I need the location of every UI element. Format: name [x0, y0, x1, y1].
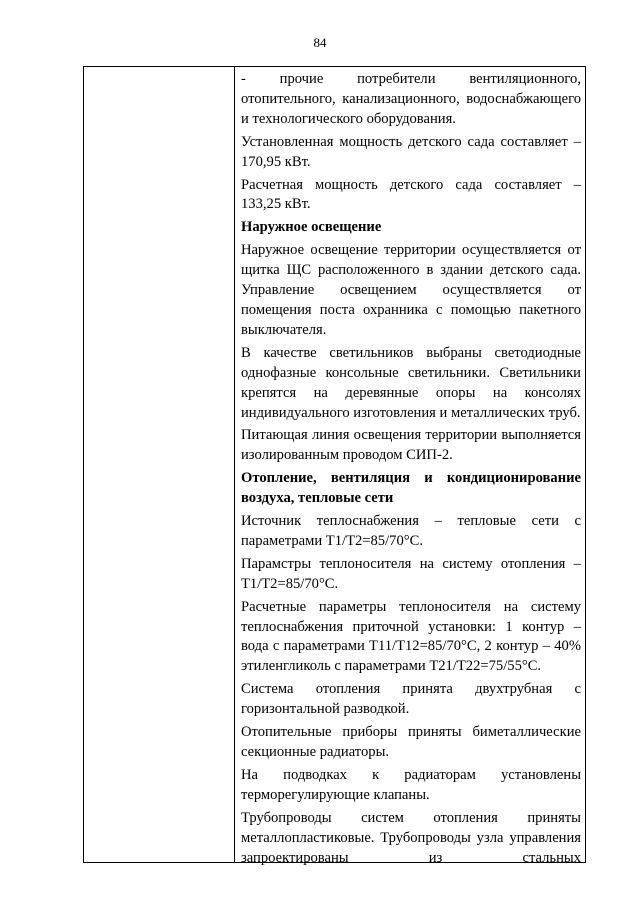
document-table	[83, 66, 586, 866]
page-number: 84	[313, 35, 327, 50]
heading-outdoor-lighting: Наружное освещение	[241, 219, 382, 236]
paragraph-radiators: Отопительные приборы приняты биметаллические секционные радиаторы.	[241, 724, 581, 760]
paragraph-calculated-power: Расчетная мощность детского сада составляет – 133,25 кВт.	[241, 176, 581, 213]
paragraph-coolant-params: Парамстры теплоносителя на систему отопления – Т1/Т2=85/70°С.	[241, 555, 581, 592]
paragraph-supply-unit-params: Расчетные параметры теплоносителя на систему теплоснабжения приточной установки: 1 контур – вода с параметрами Т11/Т12=85/70°С, 2 контур – 40% этиленгликоль с параметрами Т21/Т22=75/55°С.	[241, 598, 581, 675]
paragraph-consumers: - прочие потребители вентиляционного, отопительного, канализационного, водоснабжающего и технологического оборудования.	[241, 71, 581, 127]
paragraph-pipelines: Трубопроводы систем отопления приняты металлопластиковые. Трубопроводы узла управления запроектированы из стальных	[241, 809, 581, 866]
paragraph-heating-system: Система отопления принята двухтрубная с горизонтальной разводкой.	[241, 681, 581, 718]
column-divider	[234, 67, 235, 862]
paragraph-heat-source: Источник теплоснабжения – тепловые сети с параметрами Т1/Т2=85/70°С.	[241, 513, 581, 549]
paragraph-lighting-source: Наружное освещение территории осуществляется от щитка ЩС расположенного в здании детского сада. Управление освещением осуществляется от помещения поста охранника с помощью пакетного выключателя.	[241, 242, 581, 338]
paragraph-installed-power: Установленная мощность детского сада составляет – 170,95 кВт.	[241, 133, 581, 170]
paragraph-valves: На подводках к радиаторам установлены терморегулирующие клапаны.	[241, 766, 581, 803]
paragraph-supply-line: Питающая линия освещения территории выполняется изолированным проводом СИП-2.	[241, 427, 581, 464]
table-cell-content	[241, 70, 581, 868]
heading-heating-ventilation: Отопление, вентиляция и кондиционирование воздуха, тепловые сети	[241, 470, 581, 507]
paragraph-luminaires: В качестве светильников выбраны светодиодные однофазные консольные светильники. Светильники крепятся на деревянные опоры на консолях индивидуального изготовления и металлических труб.	[241, 344, 581, 421]
